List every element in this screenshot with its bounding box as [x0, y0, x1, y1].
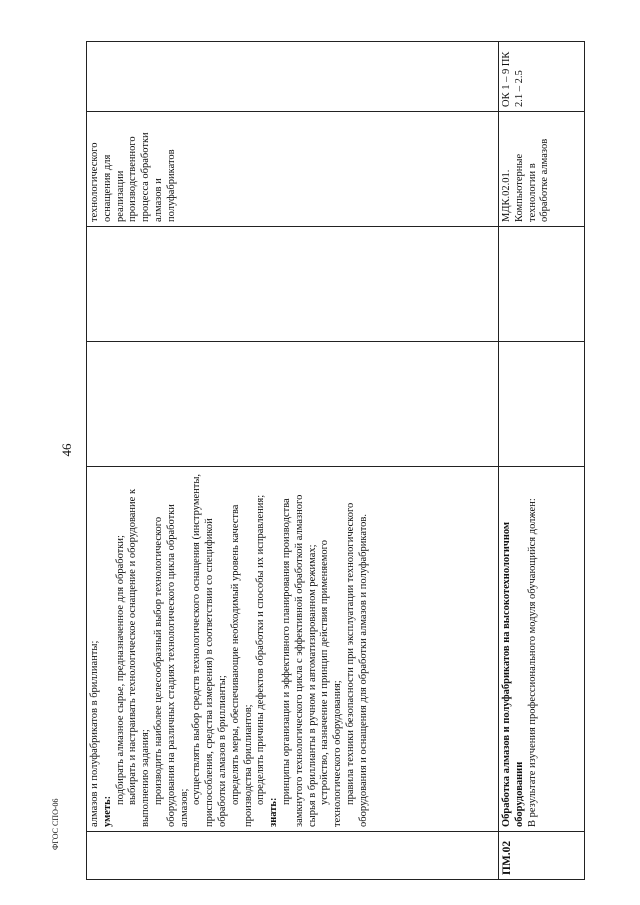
content-line: В результате изучения профессионального модуля обучающийся должен:: [526, 498, 538, 827]
hours-class-cell: [499, 227, 585, 342]
table-row: [87, 42, 499, 880]
content-line: выбирать и настраивать технологическое оснащение и оборудование к выполнению задания;: [127, 488, 152, 827]
content-line: принципы организации и эффективного планирования производства замкнутого технологического цикла с эффективной обработкой алмазного сырья в бриллианты в ручном и автоматизированном режимах;: [280, 494, 318, 827]
content-line: знать:: [268, 797, 280, 827]
content-line: определять причины дефектов обработки и способы их исправления;: [255, 494, 267, 805]
hours-class-cell: [87, 227, 499, 342]
competency-cell: [87, 42, 499, 112]
discipline-cell: МДК.02.01. Компьютерные технологии в обработке алмазов: [499, 112, 585, 227]
content-line: правила техники безопасности при эксплуатации технологического оборудования и оснащения для обработки алмазов и полуфабрикатов.: [344, 502, 369, 827]
discipline-cell: технологического оснащения для реализации производственного процесса обработки алмазов и полуфабрикатов: [87, 112, 499, 227]
page-number: 46: [59, 443, 74, 457]
content-line: уметь:: [101, 795, 113, 827]
content-line: осуществлять выбор средств технологического оснащения (инструменты, приспособления, средства измерения) в соответствии со спецификой обработки алмазов в бриллианты;: [191, 473, 228, 827]
content-line: алмазов и полуфабрикатов в бриллианты;: [89, 640, 100, 827]
content-cell: [87, 467, 499, 832]
competency-cell: ОК 1 – 9 ПК 2.1 – 2.5: [499, 42, 585, 112]
hours-max-cell: [499, 342, 585, 467]
content-line: Обработка алмазов и полуфабрикатов на высокотехнологичном оборудовании: [501, 521, 525, 827]
content-line: подбирать алмазное сырье, предназначенное для обработки;: [114, 535, 126, 805]
rotated-table-wrapper: [86, 42, 584, 880]
content-line: определять меры, обеспечивающие необходимый уровень качества производства бриллиантов;: [229, 504, 254, 827]
table-row: [499, 42, 585, 880]
content-cell: [499, 467, 585, 832]
hours-max-cell: [87, 342, 499, 467]
module-code-cell: [87, 832, 499, 880]
content-line: устройство, назначение и принцип действия применяемого технологического оборудования;: [319, 540, 344, 827]
content-line: производить наиболее целесообразный выбор технологического оборудования на различных стадиях технологического цикла обработки алмазов;: [152, 504, 190, 827]
curriculum-table: [86, 41, 585, 880]
footer-code: ФГОС СПО-06: [51, 798, 60, 850]
module-code-cell: ПМ.02: [499, 832, 585, 880]
